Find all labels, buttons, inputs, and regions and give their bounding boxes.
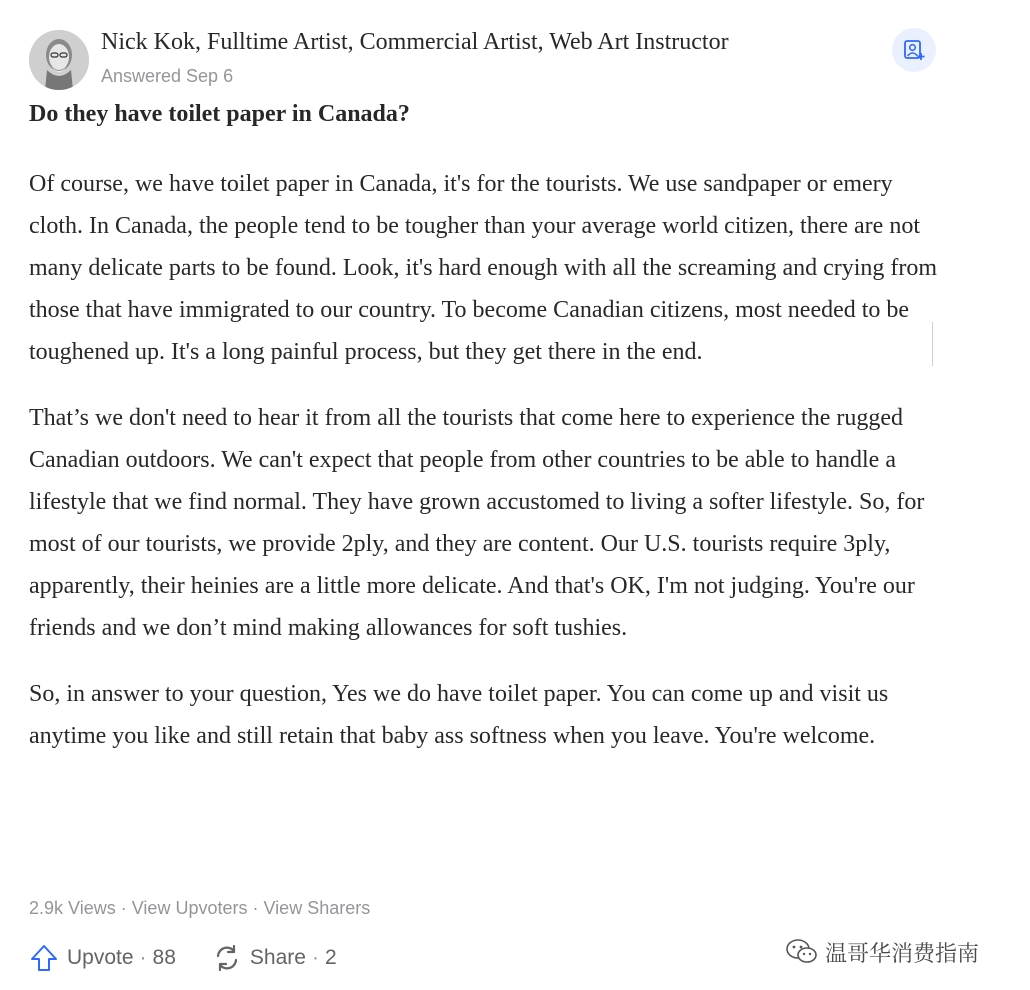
upvote-label: Upvote [67,946,134,969]
view-upvoters-link[interactable]: View Upvoters [131,898,248,918]
avatar-portrait-icon [29,30,89,90]
answer-stats [29,898,370,919]
action-separator: · [311,946,319,969]
author-name[interactable]: Nick Kok, Fulltime Artist, Commercial Artist, Web Art Instructor [101,29,729,55]
question-title[interactable]: Do they have toilet paper in Canada? [29,101,410,127]
follow-button[interactable] [892,28,936,72]
action-separator: · [139,946,147,969]
stats-separator: · [120,898,127,918]
share-icon [212,943,242,973]
answer-body [29,163,949,781]
upvote-arrow-icon [29,943,59,973]
view-sharers-link[interactable]: View Sharers [263,898,371,918]
watermark [785,930,1015,974]
answer-paragraph: Of course, we have toilet paper in Canada, it's for the tourists. We use sandpaper or emery cloth. In Canada, the people tend to be tougher than your average world citizen, there are not many delicate parts to be found. Look, it's hard enough with all the screaming and crying from those that have immigrated to our country. To become Canadian citizens, most needed to be toughened up. It's a long painful process, but they get there in the end. [29,171,938,365]
watermark-text: 温哥华消费指南 [825,940,980,966]
wechat-logo-icon [785,937,819,967]
upvote-button[interactable] [29,943,176,973]
share-count: 2 [324,946,337,969]
views-count: 2.9k Views [29,898,116,918]
answered-date[interactable]: Answered Sep 6 [101,66,234,86]
follow-user-icon [902,38,926,62]
answer-paragraph: So, in answer to your question, Yes we do have toilet paper. You can come up and visit us anytime you like and still retain that baby ass softness when you leave. You're welcome. [29,681,889,749]
text-cursor-divider [932,322,933,366]
answer-paragraph: That’s we don't need to hear it from all the tourists that come here to experience the rugged Canadian outdoors. We can't expect that people from other countries to be able to handle a lifestyle that we find normal. They have grown accustomed to living a softer lifestyle. So, for most of our tourists, we provide 2ply, and they are content. Our U.S. tourists require 3ply, apparently, their heinies are a little more delicate. And that's OK, I'm not judging. You're our friends and we don’t mind making allowances for soft tushies. [29,405,925,641]
share-label: Share [249,946,306,969]
stats-separator: · [252,898,259,918]
author-avatar[interactable] [29,30,89,90]
action-bar [29,940,337,976]
upvote-count: 88 [152,946,176,969]
share-button[interactable] [212,943,337,973]
answer-header [29,28,929,92]
